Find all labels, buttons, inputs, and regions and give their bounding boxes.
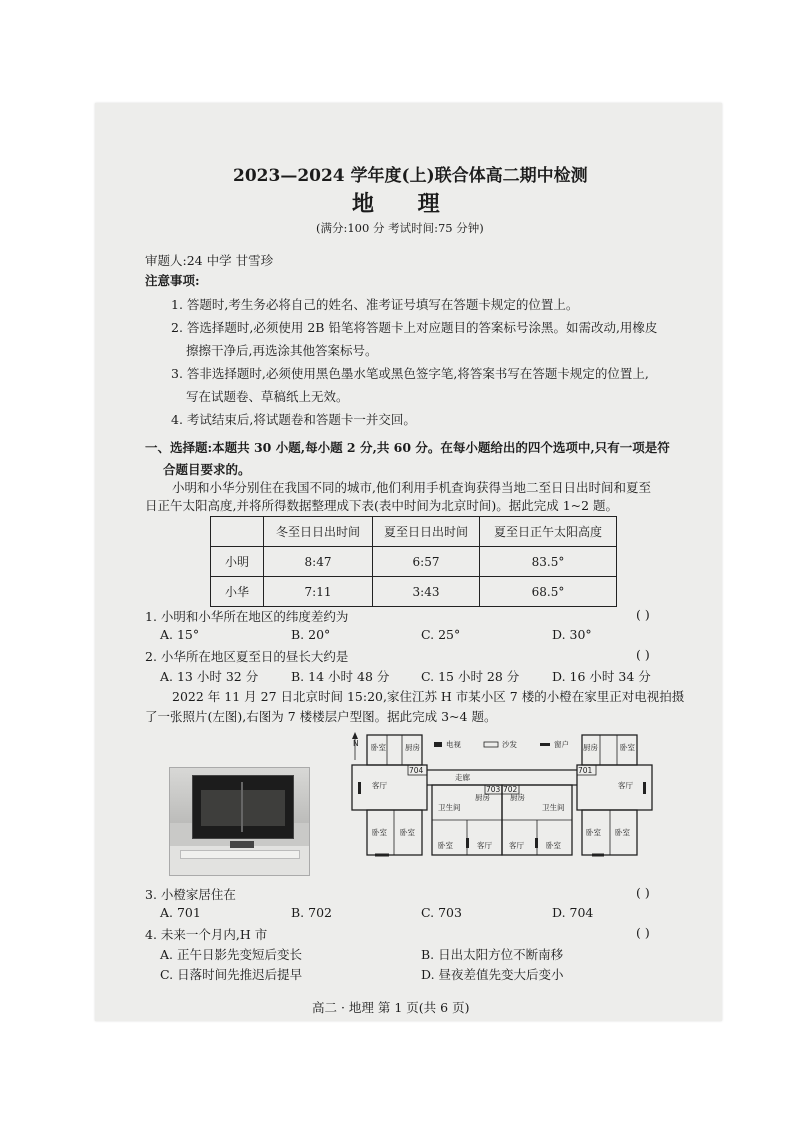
- option: C. 15 小时 28 分: [421, 669, 520, 684]
- svg-text:厨房: 厨房: [583, 743, 598, 752]
- option: A. 正午日影先变短后变长: [160, 947, 302, 962]
- option: B. 702: [291, 905, 332, 920]
- option: D. 昼夜差值先变大后变小: [421, 967, 564, 982]
- unit-702-label: 702: [503, 785, 518, 794]
- table-cell: 小明: [211, 547, 264, 577]
- intro-paragraph: 2022 年 11 月 27 日北京时间 15:20,家住江苏 H 市某小区 7 楼的小橙在家里正对电视拍摄: [172, 689, 685, 704]
- svg-text:客厅: 客厅: [618, 781, 633, 790]
- tv-screen: [192, 775, 294, 839]
- tv-icon: [466, 838, 469, 848]
- intro-paragraph: 小明和小华分别住在我国不同的城市,他们利用手机查询获得当地二至日日出时间和夏至: [172, 480, 651, 495]
- svg-text:客厅: 客厅: [509, 841, 524, 850]
- unit-701-label: 701: [578, 766, 593, 775]
- tv-icon: [358, 782, 361, 794]
- sunrise-table: [210, 516, 617, 607]
- svg-text:卧室: 卧室: [372, 828, 387, 837]
- option: D. 704: [552, 905, 594, 920]
- reviewer: 审题人:24 中学 甘雪珍: [145, 253, 274, 268]
- table-cell: 68.5°: [480, 577, 617, 607]
- table-header: 冬至日日出时间: [264, 517, 373, 547]
- notice-line: 3. 答非选择题时,必须使用黑色墨水笔或黑色签字笔,将答案书写在答题卡规定的位置上,: [171, 366, 649, 381]
- svg-text:卧室: 卧室: [371, 743, 386, 752]
- notice-line: 2. 答选择题时,必须使用 2B 铅笔将答题卡上对应题目的答案标号涂黑。如需改动,用橡皮: [171, 320, 658, 335]
- option: A. 15°: [160, 627, 200, 642]
- tv-legend-icon: [434, 742, 442, 747]
- svg-text:卧室: 卧室: [438, 841, 453, 850]
- svg-text:客厅: 客厅: [477, 841, 492, 850]
- table-cell: 8:47: [264, 547, 373, 577]
- subject-title: 地 理: [352, 191, 458, 217]
- intro-paragraph: 了一张照片(左图),右图为 7 楼楼层户型图。据此完成 3~4 题。: [145, 709, 497, 724]
- table-header: [211, 517, 264, 547]
- tv-icon: [643, 782, 646, 794]
- option: C. 25°: [421, 627, 461, 642]
- table-header: 夏至日日出时间: [373, 517, 480, 547]
- option: D. 30°: [552, 627, 592, 642]
- table-row: [211, 547, 617, 577]
- table-cell: 83.5°: [480, 547, 617, 577]
- svg-text:卫生间: 卫生间: [542, 803, 565, 812]
- sofa-legend-icon: [484, 742, 498, 747]
- page-footer: 高二 · 地理 第 1 页(共 6 页): [312, 1000, 470, 1015]
- table-row: [211, 577, 617, 607]
- north-arrow-head-icon: [352, 732, 358, 739]
- tv-photo: [169, 767, 310, 876]
- answer-bracket: ( ): [636, 885, 650, 900]
- table-header-row: [211, 517, 617, 547]
- answer-bracket: ( ): [636, 607, 650, 622]
- intro-paragraph: 日正午太阳高度,并将所得数据整理成下表(表中时间为北京时间)。据此完成 1~2 题。: [145, 498, 619, 513]
- unit-704-label: 704: [409, 766, 424, 775]
- svg-text:卧室: 卧室: [586, 828, 601, 837]
- option: A. 701: [160, 905, 201, 920]
- answer-bracket: ( ): [636, 647, 650, 662]
- tv-icon: [535, 838, 538, 848]
- answer-bracket: ( ): [636, 925, 650, 940]
- option: B. 20°: [291, 627, 331, 642]
- option: D. 16 小时 34 分: [552, 669, 651, 684]
- table-cell: 小华: [211, 577, 264, 607]
- unit-703-label: 703: [486, 785, 501, 794]
- tv-cabinet: [180, 850, 300, 859]
- option: B. 14 小时 48 分: [291, 669, 390, 684]
- legend-window: 窗户: [554, 740, 569, 749]
- notice-title: 注意事项:: [145, 273, 200, 288]
- svg-text:厨房: 厨房: [510, 793, 525, 802]
- exam-title: 2023—2024 学年度(上)联合体高二期中检测: [233, 166, 588, 186]
- floor-plan: [342, 730, 662, 865]
- section-heading: 一、选择题:本题共 30 小题,每小题 2 分,共 60 分。在每小题给出的四个选项中,只有一项是符: [145, 440, 670, 455]
- notice-line: 擦擦干净后,再选涂其他答案标号。: [186, 343, 378, 358]
- svg-text:卧室: 卧室: [615, 828, 630, 837]
- notice-line: 4. 考试结束后,将试题卷和答题卡一并交回。: [171, 412, 416, 427]
- svg-text:卫生间: 卫生间: [438, 803, 461, 812]
- option: A. 13 小时 32 分: [160, 669, 259, 684]
- table-cell: 7:11: [264, 577, 373, 607]
- svg-text:客厅: 客厅: [372, 781, 387, 790]
- question-stem: 2. 小华所在地区夏至日的昼长大约是: [145, 649, 349, 664]
- svg-text:走廊: 走廊: [455, 773, 470, 782]
- notice-line: 写在试题卷、草稿纸上无效。: [186, 389, 349, 404]
- notice-line: 1. 答题时,考生务必将自己的姓名、准考证号填写在答题卡规定的位置上。: [171, 297, 579, 312]
- option: B. 日出太阳方位不断南移: [421, 947, 564, 962]
- legend-sofa: 沙发: [502, 740, 517, 749]
- table-header: 夏至日正午太阳高度: [480, 517, 617, 547]
- svg-text:厨房: 厨房: [405, 743, 420, 752]
- svg-text:卧室: 卧室: [400, 828, 415, 837]
- section-heading-cont: 合题目要求的。: [163, 462, 251, 477]
- table-cell: 3:43: [373, 577, 480, 607]
- question-stem: 1. 小明和小华所在地区的纬度差约为: [145, 609, 349, 624]
- option: C. 703: [421, 905, 462, 920]
- question-stem: 4. 未来一个月内,H 市: [145, 927, 268, 942]
- option: C. 日落时间先推迟后提早: [160, 967, 303, 982]
- score-time: (满分:100 分 考试时间:75 分钟): [316, 221, 484, 235]
- table-cell: 6:57: [373, 547, 480, 577]
- svg-text:卧室: 卧室: [546, 841, 561, 850]
- svg-text:厨房: 厨房: [475, 793, 490, 802]
- north-label: N: [353, 739, 359, 748]
- svg-text:卧室: 卧室: [620, 743, 635, 752]
- legend-tv: 电视: [446, 740, 461, 749]
- question-stem: 3. 小橙家居住在: [145, 887, 236, 902]
